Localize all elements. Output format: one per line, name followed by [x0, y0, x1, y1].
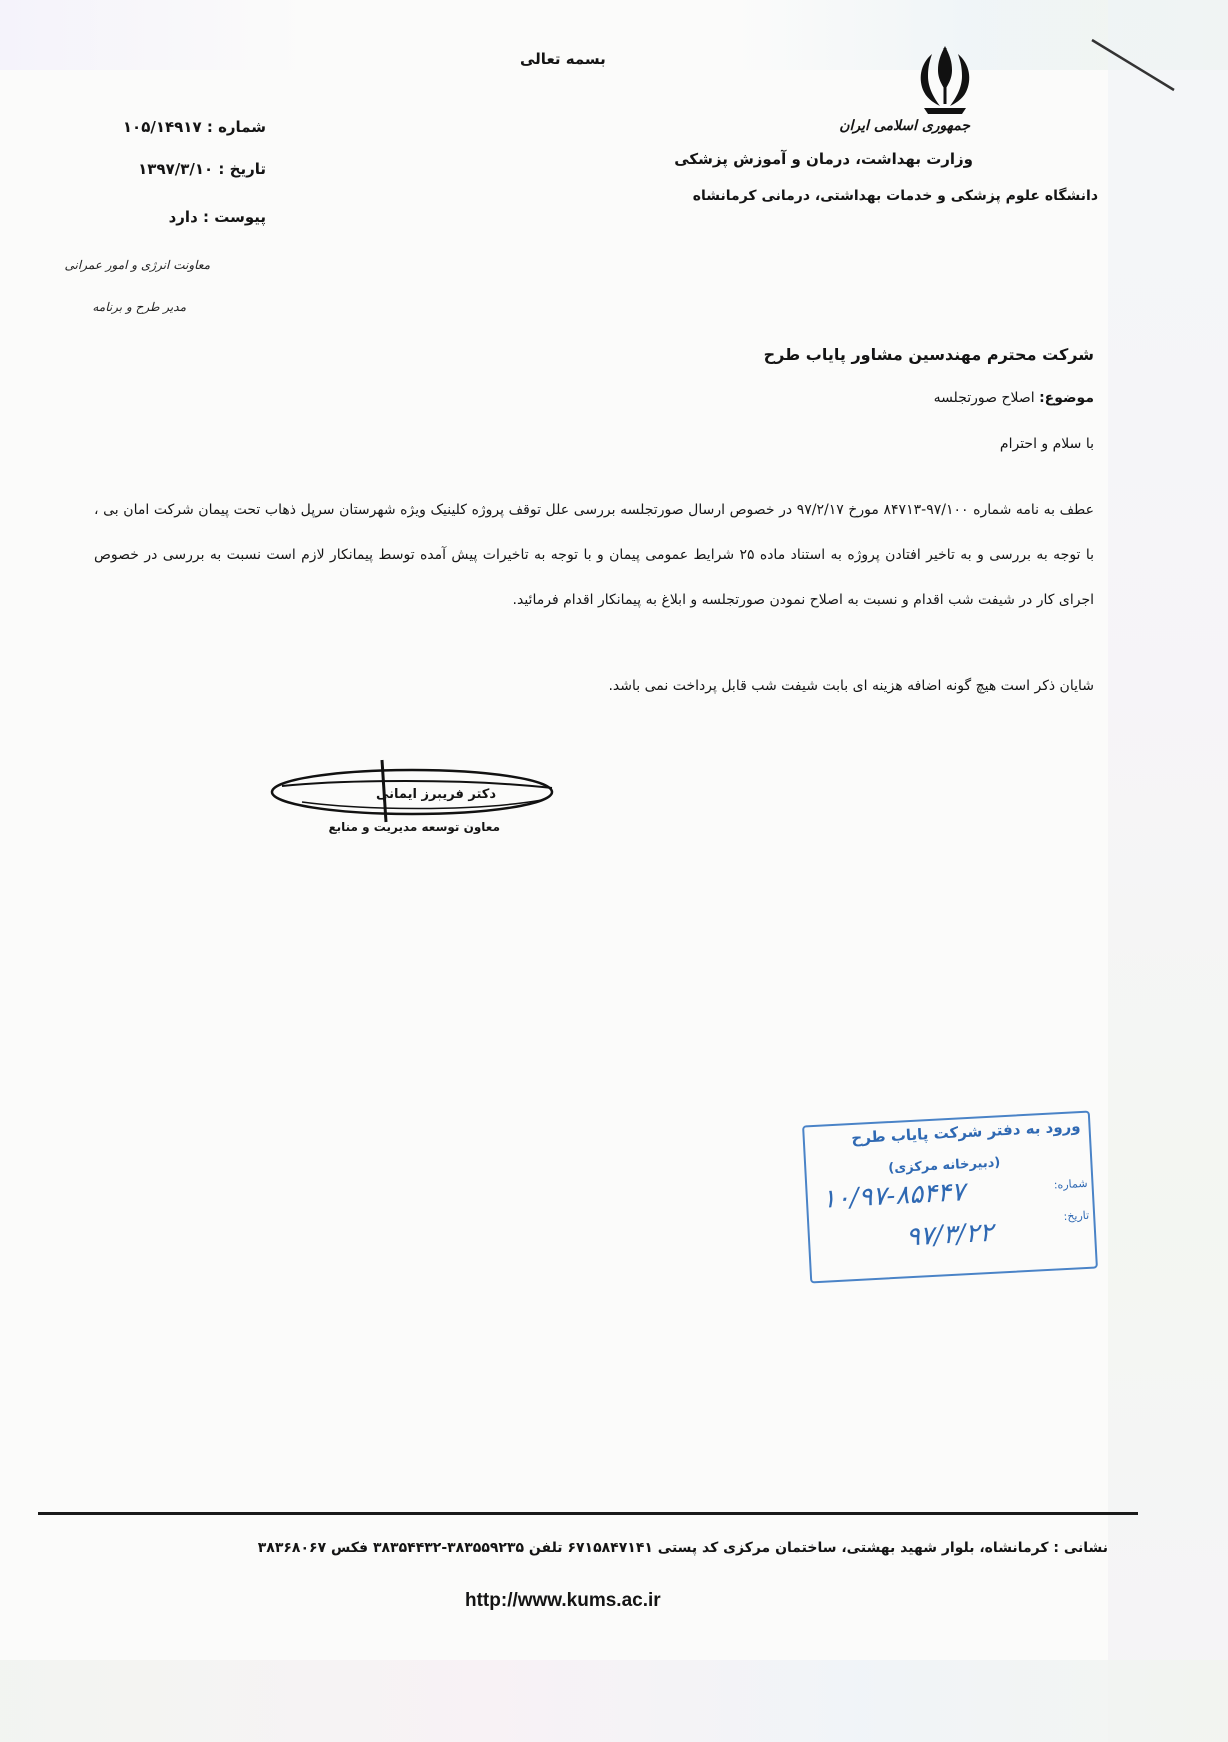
bismillah-header: بسمه تعالی — [520, 50, 606, 68]
scan-artifact-bottom — [0, 1660, 1228, 1742]
org-ministry: وزارت بهداشت، درمان و آموزش پزشکی — [674, 150, 973, 168]
subject-label: موضوع: — [1039, 390, 1094, 406]
subject-line — [934, 390, 1094, 406]
handwritten-referral-1: معاونت انرژی و امور عمرانی — [64, 258, 210, 272]
stamp-date-value: ۹۷/۳/۲۲ — [905, 1217, 995, 1253]
stamp-title: ورود به دفتر شرکت پایاب طرح — [850, 1117, 1081, 1148]
signatory-title: معاون توسعه مدیریت و منابع — [328, 820, 500, 834]
stamp-number-value: ۱۰/۹۷-۸۵۴۴۷ — [821, 1177, 966, 1215]
org-university: دانشگاه علوم پزشکی و خدمات بهداشتی، درمانی کرمانشاه — [692, 188, 1098, 204]
receipt-stamp — [802, 1111, 1098, 1284]
footer-divider — [38, 1512, 1138, 1515]
footer-address: نشانی : کرمانشاه، بلوار شهید بهشتی، ساختمان مرکزی کد پستی ۶۷۱۵۸۴۷۱۴۱ تلفن ۳۸۳۵۵۹۲۳۵-۳۸۳۵۴۴۳۲ فکس ۳۸۳۶۸۰۶۷ — [257, 1540, 1108, 1556]
stamp-number-label: شماره: — [1053, 1176, 1088, 1192]
letter-note: شایان ذکر است هیچ گونه اضافه هزینه ای بابت شیفت شب قابل پرداخت نمی باشد. — [608, 678, 1094, 694]
letter-date: تاریخ : ۱۳۹۷/۳/۱۰ — [138, 160, 266, 178]
footer-website-link[interactable]: http://www.kums.ac.ir — [465, 1590, 661, 1611]
recipient: شرکت محترم مهندسین مشاور پایاب طرح — [763, 345, 1094, 364]
greeting: با سلام و احترام — [999, 436, 1094, 452]
pen-mark — [1088, 36, 1178, 96]
org-country: جمهوری اسلامی ایران — [839, 118, 970, 134]
iran-emblem-icon — [910, 40, 980, 120]
stamp-date-label: تاریخ: — [1063, 1208, 1090, 1224]
stamp-subtitle: (دبیرخانه مرکزی) — [887, 1155, 1001, 1177]
letter-attachment: پیوست : دارد — [168, 208, 266, 226]
handwritten-referral-2: مدیر طرح و برنامه — [92, 300, 186, 314]
scan-artifact-right — [1108, 0, 1228, 1742]
letter-body: عطف به نامه شماره ۹۷/۱۰۰-۸۴۷۱۳ مورخ ۹۷/۲/۱۷ در خصوص ارسال صورتجلسه بررسی علل توقف پروژه کلینیک ویژه شهرستان سرپل ذهاب تحت پیمان شرکت امان بی ، با توجه به بررسی و به تاخیر افتادن پروژه به استناد ماده ۲۵ شرایط عمومی پیمان و با توجه به تاخیرات پیش آمده توسط پیمانکار لازم است نسبت به بررسی در خصوص اجرای کار در شیفت شب اقدام و نسبت به اصلاح نمودن صورتجلسه و ابلاغ به پیمانکار اقدام فرمائید. — [94, 502, 1094, 608]
signatory-name: دکتر فریبرز ایمانی — [375, 787, 496, 802]
scan-artifact-top — [0, 0, 1228, 70]
subject-text: اصلاح صورتجلسه — [933, 390, 1040, 406]
letter-number: شماره : ۱۰۵/۱۴۹۱۷ — [122, 118, 266, 136]
